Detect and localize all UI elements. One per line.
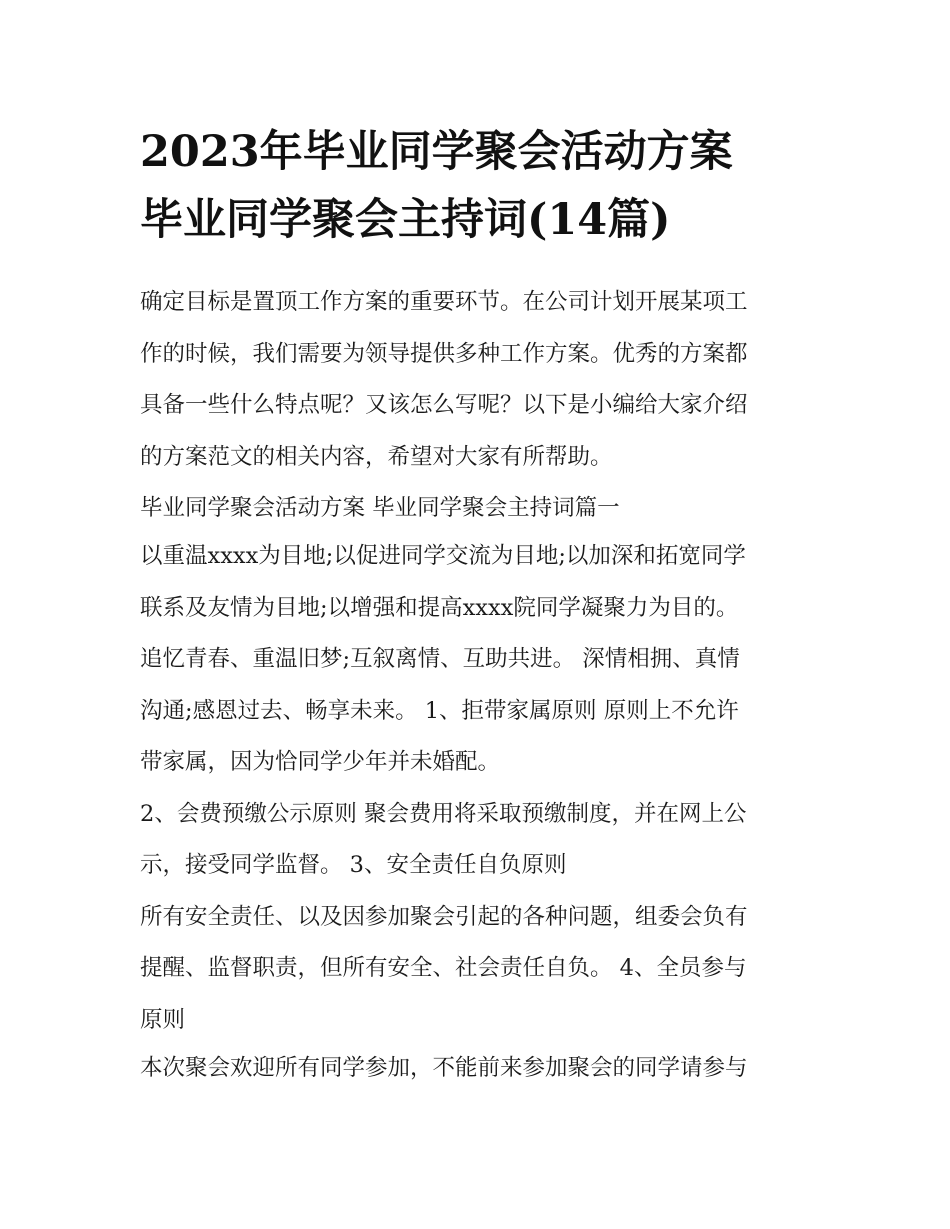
body-line: 追忆青春、重温旧梦;互叙离情、互助共进。 深情相拥、真情	[140, 646, 740, 672]
body-line: 2、会费预缴公示原则 聚会费用将采取预缴制度，并在网上公	[140, 800, 747, 827]
body-line: 沟通;感恩过去、畅享未来。 1、拒带家属原则 原则上不允许	[140, 697, 739, 724]
body-line: 带家属，因为恰同学少年并未婚配。	[140, 749, 501, 775]
body-line: 具备一些什么特点呢？又该怎么写呢？以下是小编给大家介绍	[140, 392, 748, 418]
body-line: 的方案范文的相关内容，希望对大家有所帮助。	[140, 443, 613, 470]
section-heading: 毕业同学聚会活动方案 毕业同学聚会主持词篇一	[140, 495, 620, 521]
body-line: 本次聚会欢迎所有同学参加，不能前来参加聚会的同学请参与	[140, 1054, 748, 1081]
body-line: 联系及友情为目地;以增强和提高xxxx院同学凝聚力为目的。	[140, 594, 739, 621]
title-line: 毕业同学聚会主持词(14篇)	[140, 195, 671, 245]
document-body	[140, 280, 820, 1097]
body-line: 以重温xxxx为目地;以促进同学交流为目地;以加深和拓宽同学	[140, 543, 746, 569]
body-line: 提醒、监督职责，但所有安全、社会责任自负。 4、全员参与	[140, 955, 747, 981]
title-line: 2023年毕业同学聚会活动方案	[140, 127, 733, 177]
body-line: 示，接受同学监督。 3、安全责任自负原则	[140, 852, 567, 878]
body-line: 作的时候，我们需要为领导提供多种工作方案。优秀的方案都	[140, 340, 748, 367]
document-title	[140, 118, 820, 254]
body-line: 确定目标是置顶工作方案的重要环节。在公司计划开展某项工	[140, 289, 748, 315]
body-line: 所有安全责任、以及因参加聚会引起的各种问题，组委会负有	[140, 903, 748, 930]
body-line: 原则	[140, 1006, 186, 1033]
